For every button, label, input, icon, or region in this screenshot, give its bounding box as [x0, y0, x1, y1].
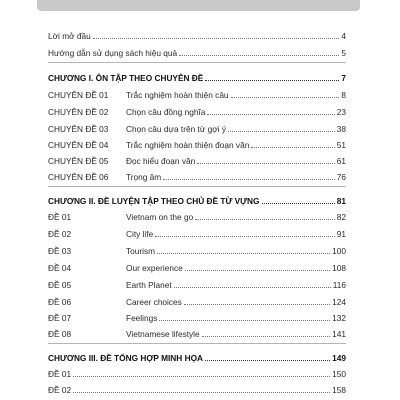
entry-code: ĐỀ 01 [48, 212, 72, 222]
entry-title: Đọc hiểu đoạn văn [126, 156, 196, 166]
toc-front-title: Hướng dẫn sử dụng sách hiệu quả [48, 48, 178, 58]
toc-page-number: 81 [336, 196, 346, 206]
toc-page-number: 4 [341, 31, 346, 41]
section-divider [48, 62, 346, 63]
toc-page-number: 116 [332, 280, 346, 290]
dot-leader [205, 360, 330, 361]
toc-chapter-heading[interactable] [48, 349, 346, 363]
toc-page-number: 141 [332, 329, 346, 339]
dot-leader [179, 55, 339, 56]
entry-title: Tourism [126, 246, 156, 256]
toc-page-number: 23 [336, 107, 346, 117]
entry-title: Trắc nghiệm hoàn thiện câu [126, 90, 229, 100]
entry-code: ĐỀ 05 [48, 280, 72, 290]
toc-entry[interactable] [48, 103, 346, 117]
toc-entry[interactable] [48, 259, 346, 273]
toc-chapter-heading[interactable] [48, 69, 346, 83]
entry-code: ĐỀ 01 [48, 369, 72, 379]
page-top-bar [37, 0, 360, 11]
entry-code: ĐỀ 04 [48, 263, 72, 273]
toc-page-number: 132 [332, 313, 346, 323]
toc-entry[interactable] [48, 225, 346, 239]
dot-leader [163, 179, 335, 180]
toc-entry[interactable] [48, 120, 346, 134]
entry-title: City life [126, 229, 154, 239]
dot-leader [262, 203, 335, 204]
entry-title: Feelings [126, 313, 158, 323]
toc-page-number: 8 [341, 90, 346, 100]
entry-code: ĐỀ 08 [48, 329, 72, 339]
entry-code: ĐỀ 02 [48, 229, 72, 239]
toc-page-number: 5 [341, 48, 346, 58]
entry-code: CHUYÊN ĐỀ 05 [48, 156, 109, 166]
toc-entry[interactable] [48, 136, 346, 150]
toc-front-title: Lời mở đầu [48, 31, 91, 41]
dot-leader [174, 287, 331, 288]
section-divider [48, 186, 346, 187]
toc-entry[interactable] [48, 152, 346, 166]
entry-title: Vietnam on the go [126, 212, 194, 222]
entry-code: ĐỀ 03 [48, 246, 72, 256]
toc-page-number: 149 [332, 353, 346, 363]
dot-leader [195, 219, 335, 220]
chapter-title: CHƯƠNG III. ĐỀ TỔNG HỢP MINH HỌA [48, 353, 204, 363]
entry-code: ĐỀ 02 [48, 385, 72, 395]
entry-title: Our experience [126, 263, 183, 273]
entry-title: Career choices [126, 297, 182, 307]
toc-chapter-heading[interactable] [48, 192, 346, 206]
entry-code: CHUYÊN ĐỀ 02 [48, 107, 109, 117]
dot-leader [93, 38, 340, 39]
dot-leader [159, 320, 330, 321]
toc-entry[interactable] [48, 86, 346, 100]
entry-title: Vietnamese lifestyle [126, 329, 200, 339]
toc-page-number: 38 [336, 124, 346, 134]
entry-code: CHUYÊN ĐỀ 04 [48, 140, 109, 150]
dot-leader [202, 336, 331, 337]
chapter-title: CHƯƠNG I. ÔN TẬP THEO CHUYÊN ĐỀ [48, 73, 204, 83]
dot-leader [197, 163, 335, 164]
toc-entry[interactable] [48, 325, 346, 339]
toc-entry[interactable] [48, 168, 346, 182]
section-divider [48, 343, 346, 344]
entry-code: CHUYÊN ĐỀ 03 [48, 124, 109, 134]
chapter-title: CHƯƠNG II. ĐỀ LUYỆN TẬP THEO CHỦ ĐỀ TỪ VỰNG [48, 196, 260, 206]
dot-leader [73, 376, 330, 377]
entry-code: CHUYÊN ĐỀ 06 [48, 172, 109, 182]
toc-page-number: 7 [341, 73, 346, 83]
toc-entry[interactable] [48, 276, 346, 290]
toc-page-number: 158 [332, 385, 346, 395]
entry-title: Trọng âm [126, 172, 162, 182]
entry-title: Chọn câu đồng nghĩa [126, 107, 206, 117]
entry-title: Trắc nghiệm hoàn thiện đoạn văn [126, 140, 250, 150]
entry-code: CHUYÊN ĐỀ 01 [48, 90, 109, 100]
toc-page-number: 51 [336, 140, 346, 150]
toc-page-number: 76 [336, 172, 346, 182]
dot-leader [184, 304, 330, 305]
toc-front-item[interactable] [48, 44, 346, 58]
dot-leader [205, 80, 339, 81]
dot-leader [228, 131, 335, 132]
dot-leader [251, 147, 334, 148]
toc-entry[interactable] [48, 242, 346, 256]
dot-leader [207, 114, 334, 115]
toc-page-number: 108 [332, 263, 346, 273]
entry-title: Chọn câu dựa trên từ gợi ý [126, 124, 227, 134]
entry-title: Earth Planet [126, 280, 172, 290]
dot-leader [73, 392, 330, 393]
toc-entry[interactable] [48, 293, 346, 307]
dot-leader [231, 97, 340, 98]
toc-entry[interactable] [48, 208, 346, 222]
toc-front-item[interactable] [48, 27, 346, 41]
toc-page-number: 100 [332, 246, 346, 256]
toc-entry[interactable] [48, 309, 346, 323]
toc-page-number: 124 [332, 297, 346, 307]
toc-page-number: 91 [336, 229, 346, 239]
toc-page-number: 61 [336, 156, 346, 166]
toc-page-number: 150 [332, 369, 346, 379]
dot-leader [185, 270, 330, 271]
entry-code: ĐỀ 06 [48, 297, 72, 307]
entry-code: ĐỀ 07 [48, 313, 72, 323]
dot-leader [155, 236, 335, 237]
toc-entry[interactable] [48, 365, 346, 379]
dot-leader [157, 253, 330, 254]
toc-entry[interactable] [48, 381, 346, 395]
toc-page-number: 82 [336, 212, 346, 222]
